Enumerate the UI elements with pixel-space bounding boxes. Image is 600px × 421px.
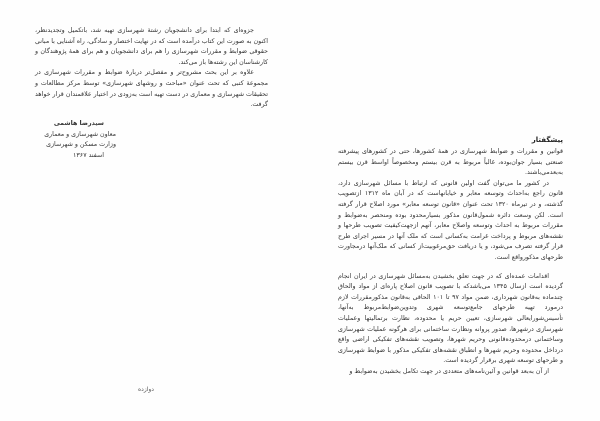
signature-title: معاون شهرسازی و معماری	[44, 130, 116, 138]
right-paragraph-2: در کشور ما می‌توان گفت اولین قانونی که ارتباط با مسائل شهرسازی دارد، قانون راجع به‌احداث وتوسعه معابر و خیابانهاست که در آبان ماه ۱۳۱۲ ازتصویب گذشته، و در تیرماه ۱۳۲۰ تحت عنوان «قانون توسعه معابر» مورد اصلاح قرار گرفته است. لکن وسعت دائره شمول‌قانون مذکور بسیارمحدود بوده ومنحصر به‌ضوابط و مقررات مربوط به احداث وتوسعه واصلاح معابر، آنهم ازجهت‌کیفیت تصویب طرحها و نقشه‌های مربوط و پرداخت غرامت به‌کسانی است که ملک آنها در مسیر اجرای طرح قرار گرفته تصرف می‌شود، و یا دریافت حق‌مرغوبیت‌از کسانی که ملک‌آنها درمجاورت طرحهای مذکورواقع است.	[338, 179, 563, 261]
right-paragraph-3: اقدامات عمده‌ای که در جهت تعلق بخشیدن به‌مسائل شهرسازی در ایران انجام گردیده است ازسال ۱۳۴۵ می‌باشدکه با تصویب قانون اصلاح پاره‌ای از مواد والحاق چندماده به‌قانون شهرداری، ضمن مواد ۹۷ تا ۱۰۱ الحاقی به‌قانون مذکورمقررات لازم درمورد تهیه طرحهای جامع‌توسعه شهری وتدوین‌ضوابط‌مربوط به‌آنها، تأسیس‌شورایعالی شهرسازی، تعیین حریم یا محدوده، نظارت برتمالیتها وعملیات شهرسازی درشهرها، صدور پروانه ونظارت ساختمانی برای هرگونه عملیات شهرسازی وساختمانی درمحدوده‌قانونی وحریم شهرها، وتصویب نقشه‌های تفکیکی اراضی واقع درداخل محدوده وحریم شهرها و انطباق نقشه‌های تفکیکی مذکور با ضوابط شهرسازی و طرحهای توسعه شهری برقرار گردیده است.	[338, 272, 563, 365]
right-paragraph-1: قوانین و مقررات و ضوابط شهرسازی در همهٔ کشورها، حتی در کشورهای پیشرفته صنعتی بسیار جوان‌بوده، غالباً مربوط به قرن بیستم ومخصوصاً اواسط قرن بیستم به‌بعدمی‌باشند.	[338, 148, 563, 177]
signature-organization: وزارت مسکن و شهرسازی	[46, 141, 116, 149]
left-paragraph-1: جزوه‌ای که ابتدا برای دانشجویان رشتهٔ شهرسازی تهیه شد، باتکمیل وتجدیدنظر، اکنون به صورت این کتاب درآمده است که در نهایت اختصار و سادگی، راه آشنایی با مبانی حقوقی ضوابط و مقررات شهرسازی را هم برای دانشجویان و هم برای همهٔ پژوهندگان و کارشناسان این رشته‌ها باز می‌کند.	[35, 27, 268, 66]
page-number: دوازده	[138, 386, 154, 393]
left-page-body	[35, 26, 268, 111]
left-paragraph-2: علاوه بر این بحث مشروح‌تر و مفصل‌تر دربارهٔ ضوابط و مقررات شهرسازی در مجموعهٔ کتبی که تحت عنوان «مباحث و روشهای شهرسازی» توسط مرکز مطالعات و تحقیقات شهرسازی و معماری در دست تهیه است به‌زودی در اختیار علاقمندان قرار خواهد گرفت.	[35, 69, 268, 109]
signature-block	[36, 119, 116, 161]
right-page	[300, 0, 600, 421]
section-heading: پیشگفتار	[531, 136, 563, 144]
right-paragraph-4: از آن به‌بعد قوانین و آئین‌نامه‌های متعددی در جهت تکامل بخشیدن به‌ضوابط و	[349, 367, 549, 375]
signature-name: سیدرضا هاشمی	[53, 120, 104, 127]
signature-date: اسفند ۱۳۶۷	[73, 151, 104, 159]
right-page-body	[338, 134, 563, 377]
